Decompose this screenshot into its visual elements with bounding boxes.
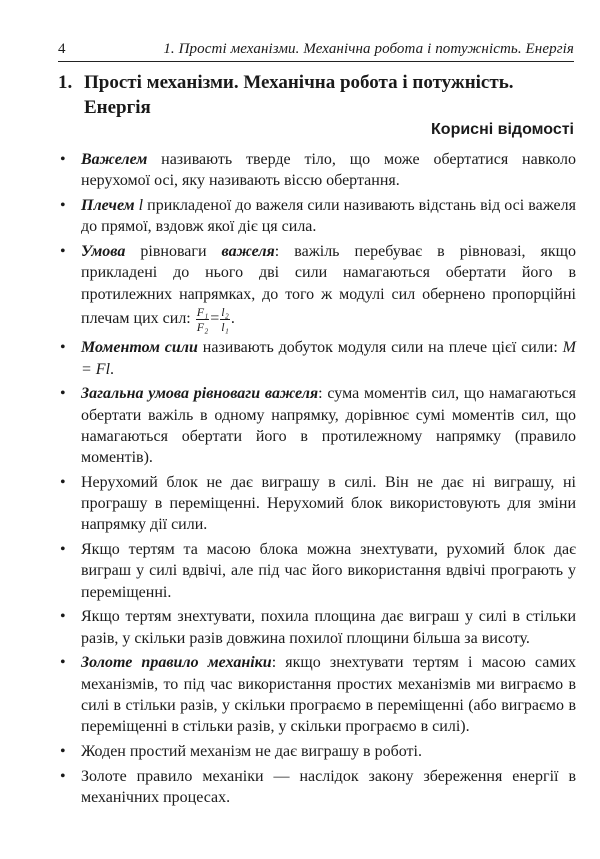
list-item bbox=[58, 606, 576, 649]
formula-numerator: l₂ bbox=[221, 304, 229, 319]
item-variable: l bbox=[134, 196, 144, 214]
list-item bbox=[58, 195, 576, 238]
running-header bbox=[58, 40, 574, 62]
formula-denominator: F₂ bbox=[196, 319, 209, 334]
item-text: Якщо тертям знехтувати, похила площина дає виграш у силі в стільки разів, у скільки разів довжина похилої площини більша за висоту. bbox=[81, 608, 576, 647]
bullet-icon: • bbox=[60, 339, 66, 357]
item-text: називають тверде тіло, що може обертатися навколо нерухомої осі, яку називають віссю обертання. bbox=[81, 151, 576, 190]
item-text: Нерухомий блок не дає виграшу в силі. Він не дає ні виграшу, ні програшу в переміщенні. Нерухомий блок використовують для зміни напрямку дії сили. bbox=[81, 473, 576, 534]
bullet-icon: • bbox=[60, 473, 66, 491]
list-item bbox=[58, 766, 576, 809]
chapter-title-text: Прості механізми. Механічна робота і потужність. Енергія bbox=[84, 72, 514, 118]
list-item bbox=[58, 383, 576, 468]
bullet-icon: • bbox=[60, 242, 66, 260]
item-term: Плечем bbox=[81, 196, 135, 214]
bullet-icon: • bbox=[60, 654, 66, 672]
bullet-icon: • bbox=[60, 767, 66, 785]
list-item bbox=[58, 741, 576, 762]
list-item bbox=[58, 241, 576, 334]
item-text: Якщо тертям та масою блока можна знехтувати, рухомий блок дає виграш у силі вдвічі, але під час його використання вдвічі програють у переміщенні. bbox=[81, 541, 576, 601]
item-text: прикладеної до важеля сили називають відстань від осі важеля до прямої, вздовж якої діє ця сила. bbox=[81, 196, 576, 236]
list-item bbox=[58, 337, 576, 380]
formula-equals: = bbox=[210, 310, 220, 328]
item-text: рівноваги bbox=[125, 242, 222, 260]
formula-fraction-l bbox=[220, 305, 230, 334]
item-end: . bbox=[110, 360, 115, 378]
list-item bbox=[58, 539, 576, 603]
item-text: : важіль перебуває в рівновазі, якщо прикладені до нього дві сили намагаються обертати його в протилежних напрямках, до того ж модулі сил обернено пропорційні плечам цих сил: bbox=[81, 242, 576, 328]
bullet-icon: • bbox=[60, 385, 66, 403]
item-text: називають добуток модуля сили на плече цієї сили: bbox=[197, 339, 563, 357]
bullet-icon: • bbox=[60, 742, 66, 760]
facts-list bbox=[58, 149, 576, 812]
item-text: : якщо знехтувати тертям і масою самих механізмів, то під час використання простих механізмів ми виграємо в силі в стільки разів, у скільки програємо в переміщенні (або виграємо в переміщенні в стільки разів, у скільки програємо в силі). bbox=[81, 654, 577, 736]
chapter-number: 1. bbox=[58, 72, 73, 93]
formula-denominator: l₁ bbox=[221, 319, 229, 334]
bullet-icon: • bbox=[60, 608, 66, 626]
running-title: 1. Прості механізми. Механічна робота і потужність. Енергія bbox=[163, 41, 574, 57]
section-heading: Корисні відомості bbox=[431, 121, 574, 138]
item-term: Важелем bbox=[81, 151, 148, 168]
list-item bbox=[58, 149, 576, 192]
item-term: Моментом сили bbox=[81, 339, 198, 357]
formula-end: . bbox=[230, 310, 235, 328]
bullet-icon: • bbox=[60, 541, 66, 559]
item-formula: M = Fl bbox=[81, 339, 576, 378]
item-text: Золоте правило механіки — наслідок закону збереження енергії в механічних процесах. bbox=[81, 767, 576, 806]
chapter-title bbox=[58, 70, 574, 120]
item-term: Золоте правило механіки bbox=[81, 654, 272, 672]
formula-numerator: F₁ bbox=[196, 304, 209, 319]
item-term: Загальна умова рівноваги важеля bbox=[81, 385, 319, 403]
bullet-icon: • bbox=[60, 196, 66, 214]
item-text: : сума моментів сил, що намагаються обертати важіль в одному напрямку, дорівнює сумі моментів сил, що намагаються обертати його в протилежному напрямку (правило моментів). bbox=[81, 385, 576, 467]
item-text: Жоден простий механізм не дає виграшу в роботі. bbox=[81, 742, 422, 760]
page-number: 4 bbox=[58, 41, 66, 57]
list-item bbox=[58, 652, 576, 737]
formula-fraction-f bbox=[196, 305, 210, 334]
item-term: важеля bbox=[221, 242, 275, 260]
list-item bbox=[58, 472, 576, 536]
bullet-icon: • bbox=[60, 151, 66, 168]
item-term: Умова bbox=[81, 242, 126, 260]
